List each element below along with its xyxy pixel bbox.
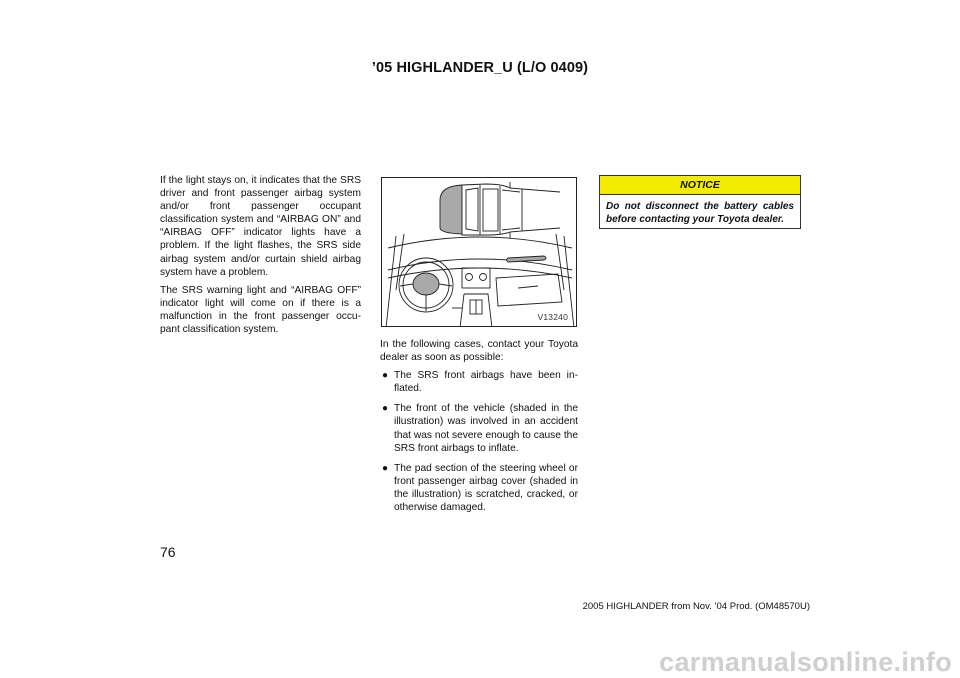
page-header-title: ’05 HIGHLANDER_U (L/O 0409): [371, 60, 589, 76]
footer-production-info: 2005 HIGHLANDER from Nov. ’04 Prod. (OM48570U): [582, 601, 810, 612]
bullet-text: The pad section of the steering wheel or front passenger airbag cover (shaded in the illustration) is scratched, cracked, or otherwise damaged.: [394, 462, 578, 514]
illustration-svg: [382, 178, 577, 327]
notice-box: [599, 175, 801, 229]
watermark-logo: carmanualsonline.info: [659, 647, 952, 677]
list-item: [380, 369, 578, 395]
page-number: 76: [160, 544, 176, 560]
bullet-icon: ●: [382, 403, 389, 415]
vehicle-top-view: [440, 182, 560, 238]
figure-code: V13240: [537, 312, 568, 322]
left-column: [160, 174, 361, 341]
bullet-icon: ●: [382, 462, 389, 474]
middle-column: [380, 338, 578, 521]
contact-dealer-intro: In the following cases, contact your Toyota dealer as soon as possible:: [380, 339, 578, 364]
bullet-icon: ●: [382, 370, 389, 382]
notice-title: NOTICE: [600, 176, 800, 195]
paragraph-airbag-off-indicator: The SRS warning light and “AIRBAG OFF” indicator light will come on if there is a malfunction in the front passenger occu-pant classification system.: [160, 284, 361, 336]
notice-body: Do not disconnect the battery cables before contacting your Toyota dealer.: [606, 201, 794, 225]
vehicle-airbag-illustration: [381, 177, 577, 327]
bullet-text: The SRS front airbags have been in-flated.: [394, 370, 578, 395]
paragraph-warning-light-stays-on: If the light stays on, it indicates that the SRS driver and front passenger airbag system and/or front passenger occupant classification system and “AIRBAG ON” and “AIRBAG OFF” indicator lights have a problem. If the light flashes, the SRS side airbag system and/or curtain shield airbag system have a problem.: [160, 175, 361, 278]
list-item: [380, 462, 578, 514]
list-item: [380, 402, 578, 454]
bullet-text: The front of the vehicle (shaded in the illustration) was involved in an accident that was not severe enough to cause the SRS front airbags to inflate.: [394, 403, 578, 454]
